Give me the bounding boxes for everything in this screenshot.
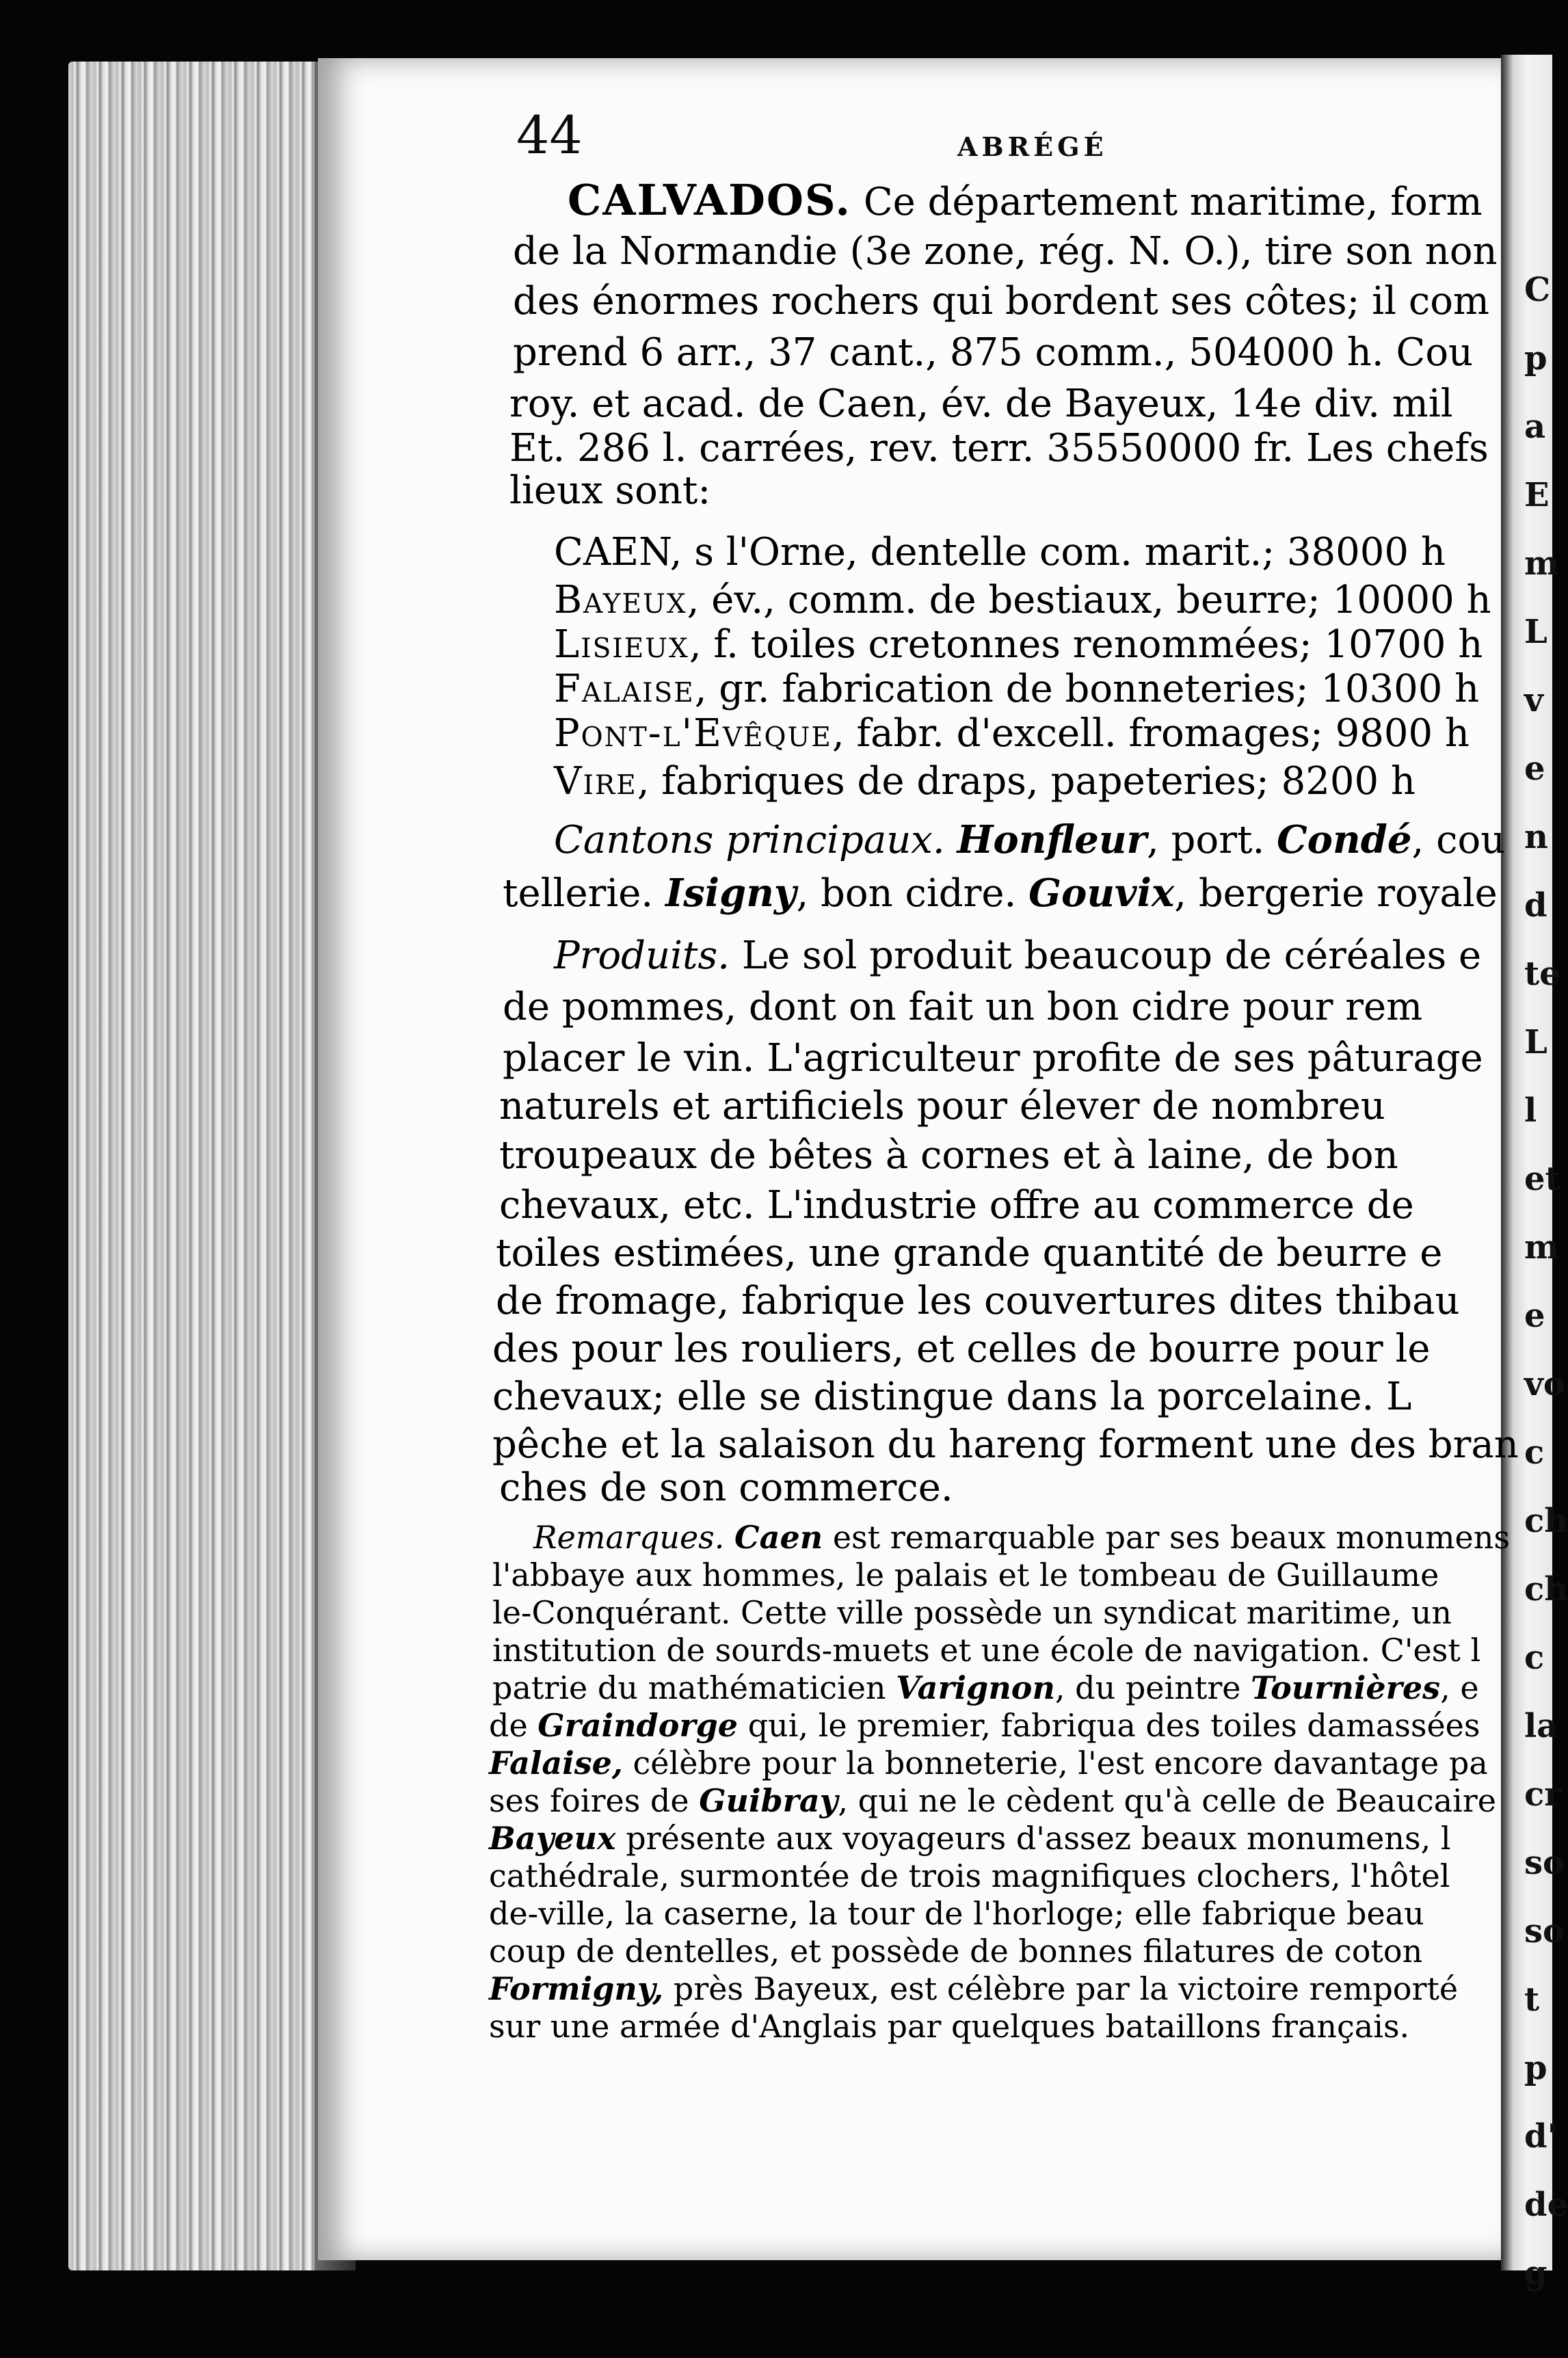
remarques-line bbox=[533, 1519, 1510, 1556]
remarques-line: cathédrale, surmontée de trois magnifiques clochers, l'hôtel bbox=[489, 1857, 1450, 1894]
facing-page-glyph: p bbox=[1524, 2049, 1547, 2087]
remarques-label: Remarques. bbox=[533, 1519, 725, 1556]
place-bayeux: Bayeux bbox=[489, 1820, 616, 1857]
intro-line-6: Et. 286 l. carrées, rev. terr. 35550000 fr. Les chefs bbox=[509, 426, 1489, 471]
town-details: , fabr. d'excell. fromages; 9800 h bbox=[832, 711, 1470, 756]
town-name: Pont-l'Evêque bbox=[554, 711, 832, 756]
intro-line-4: prend 6 arr., 37 cant., 875 comm., 504000 h. Cou bbox=[513, 330, 1474, 375]
remarques-line: de-ville, la caserne, la tour de l'horloge; elle fabrique beau bbox=[489, 1895, 1424, 1932]
town-details: , fabriques de draps, papeteries; 8200 h bbox=[637, 759, 1416, 804]
facing-page-glyph: g bbox=[1524, 2254, 1547, 2292]
facing-page-glyph: de bbox=[1524, 2186, 1568, 2224]
remarques-text: patrie du mathématicien bbox=[492, 1669, 886, 1706]
town-row bbox=[554, 711, 1470, 756]
remarques-line: le-Conquérant. Cette ville possède un syndicat maritime, un bbox=[492, 1594, 1452, 1631]
place-falaise: Falaise, bbox=[489, 1745, 623, 1781]
remarques-line: l'abbaye aux hommes, le palais et le tombeau de Guillaume bbox=[492, 1556, 1439, 1593]
intro-line-1 bbox=[568, 175, 1483, 225]
facing-page-glyph: L bbox=[1524, 1023, 1547, 1061]
place-description: , port. bbox=[1147, 818, 1265, 862]
place-gouvix: Gouvix bbox=[1028, 871, 1175, 916]
facing-page-glyph: c bbox=[1524, 1433, 1545, 1472]
remarques-text: , e bbox=[1440, 1669, 1479, 1706]
produits-line: chevaux; elle se distingue dans la porcelaine. L bbox=[492, 1375, 1412, 1419]
remarques-text: qui, le premier, fabriqua des toiles damassées bbox=[747, 1707, 1480, 1744]
facing-page-glyph: e bbox=[1524, 1297, 1545, 1335]
town-row bbox=[554, 759, 1416, 804]
place-isigny: Isigny bbox=[665, 871, 797, 916]
place-conde: Condé bbox=[1277, 817, 1412, 862]
produits-line: placer le vin. L'agriculteur profite de ses pâturage bbox=[503, 1036, 1483, 1081]
person-tournieres: Tournières bbox=[1251, 1669, 1441, 1706]
place-caen: Caen bbox=[734, 1519, 823, 1556]
produits-line: chevaux, etc. L'industrie offre au commerce de bbox=[499, 1183, 1414, 1228]
cantons-line-1 bbox=[554, 817, 1506, 862]
page-number: 44 bbox=[516, 105, 583, 165]
person-graindorge: Graindorge bbox=[537, 1707, 739, 1744]
facing-page-glyph: et bbox=[1524, 1160, 1560, 1198]
produits-line: troupeaux de bêtes à cornes et à laine, de bon bbox=[499, 1133, 1398, 1178]
facing-page-glyph: so bbox=[1524, 1912, 1565, 1950]
intro-line-5: roy. et acad. de Caen, év. de Bayeux, 14e div. mil bbox=[509, 382, 1453, 426]
remarques-text: près Bayeux, est célèbre par la victoire remporté bbox=[673, 1970, 1459, 2007]
remarques-line bbox=[489, 1820, 1451, 1857]
town-details: , f. toiles cretonnes renommées; 10700 h bbox=[689, 622, 1483, 667]
remarques-text: , du peintre bbox=[1054, 1669, 1241, 1706]
facing-page-glyph: E bbox=[1524, 476, 1550, 514]
facing-page-glyph: vo bbox=[1524, 1365, 1565, 1403]
remarques-line: institution de sourds-muets et une école de navigation. C'est l bbox=[492, 1632, 1481, 1669]
facing-page-glyph: ch bbox=[1524, 1570, 1568, 1608]
town-row bbox=[554, 622, 1483, 667]
facing-page-glyph: a bbox=[1524, 408, 1546, 446]
town-name: Lisieux bbox=[554, 622, 689, 667]
remarques-line bbox=[492, 1669, 1479, 1706]
facing-page-glyph: te bbox=[1524, 955, 1560, 993]
remarques-text: de bbox=[489, 1707, 528, 1744]
produits-line: des pour les rouliers, et celles de bourre pour le bbox=[492, 1327, 1431, 1371]
remarques-line bbox=[489, 1970, 1459, 2007]
facing-page-glyph: n bbox=[1524, 818, 1548, 856]
town-row bbox=[554, 578, 1491, 622]
intro-line-2: de la Normandie (3e zone, rég. N. O.), tire son non bbox=[513, 229, 1498, 274]
facing-page-glyph: d bbox=[1524, 886, 1547, 925]
remarques-text: est remarquable par ses beaux monumens bbox=[832, 1519, 1510, 1556]
remarques-line bbox=[489, 1747, 1488, 1779]
facing-page-glyph: l bbox=[1524, 1091, 1537, 1130]
produits-line: ches de son commerce. bbox=[499, 1466, 953, 1510]
facing-page-glyph: v bbox=[1524, 681, 1543, 719]
cantons-text: tellerie. bbox=[503, 871, 654, 916]
place-guibray: Guibray bbox=[699, 1782, 838, 1819]
remarques-text: présente aux voyageurs d'assez beaux monumens, l bbox=[626, 1820, 1451, 1857]
remarques-text: ses foires de bbox=[489, 1782, 689, 1819]
produits-text: Le sol produit beaucoup de céréales e bbox=[741, 933, 1482, 978]
produits-line bbox=[554, 933, 1482, 978]
facing-page-glyph: e bbox=[1524, 750, 1545, 788]
facing-page-glyph: so bbox=[1524, 1844, 1565, 1882]
facing-page-edge bbox=[1501, 55, 1568, 2292]
produits-line: de pommes, dont on fait un bon cidre pour rem bbox=[503, 985, 1423, 1029]
place-description: , bergerie royale bbox=[1174, 871, 1498, 916]
produits-line: toiles estimées, une grande quantité de beurre e bbox=[496, 1231, 1443, 1275]
facing-page-glyph: ch bbox=[1524, 1502, 1568, 1540]
intro-line-7: lieux sont: bbox=[509, 468, 711, 513]
facing-page-glyph: la bbox=[1524, 1707, 1558, 1745]
intro-line-3: des énormes rochers qui bordent ses côtes; il com bbox=[513, 279, 1490, 323]
remarques-text: , qui ne le cèdent qu'à celle de Beaucaire bbox=[838, 1782, 1496, 1819]
remarques-text: célèbre pour la bonneterie, l'est encore davantage pa bbox=[633, 1745, 1488, 1781]
facing-page-glyph: d' bbox=[1524, 2117, 1558, 2156]
facing-page-glyph: L bbox=[1524, 613, 1547, 651]
place-description: , cou bbox=[1411, 818, 1506, 862]
town-name: Vire bbox=[554, 759, 637, 804]
facing-page-glyph: p bbox=[1524, 339, 1547, 377]
department-title: CALVADOS. bbox=[568, 175, 852, 225]
intro-text: Ce département maritime, form bbox=[863, 180, 1483, 224]
town-name: Falaise bbox=[554, 667, 695, 711]
facing-page-glyph: cr bbox=[1524, 1775, 1562, 1814]
remarques-line: sur une armée d'Anglais par quelques bataillons français. bbox=[489, 2008, 1410, 2045]
town-row bbox=[554, 530, 1446, 574]
facing-page-glyph: m bbox=[1524, 544, 1559, 583]
produits-line: pêche et la salaison du hareng forment une des bran bbox=[492, 1422, 1519, 1467]
remarques-line bbox=[489, 1707, 1480, 1744]
facing-page-glyph: C bbox=[1524, 271, 1551, 309]
town-name: CAEN bbox=[554, 530, 670, 574]
town-details: , gr. fabrication de bonneteries; 10300 h bbox=[694, 667, 1480, 711]
place-honfleur: Honfleur bbox=[957, 817, 1147, 862]
facing-page-glyph: t bbox=[1524, 1981, 1540, 2019]
facing-page-glyph: m bbox=[1524, 1228, 1559, 1267]
town-details: , s l'Orne, dentelle com. marit.; 38000 h bbox=[669, 530, 1446, 574]
remarques-line: coup de dentelles, et possède de bonnes filatures de coton bbox=[489, 1933, 1423, 1970]
place-description: , bon cidre. bbox=[796, 871, 1017, 916]
produits-line: de fromage, fabrique les couvertures dites thibau bbox=[496, 1279, 1460, 1323]
produits-line: naturels et artificiels pour élever de nombreu bbox=[499, 1084, 1385, 1128]
person-varignon: Varignon bbox=[896, 1669, 1055, 1706]
running-head: ABRÉGÉ bbox=[957, 131, 1108, 162]
cantons-line-2 bbox=[503, 871, 1498, 916]
produits-label: Produits. bbox=[554, 933, 730, 978]
cantons-label: Cantons principaux. bbox=[554, 818, 945, 862]
place-formigny: Formigny, bbox=[489, 1970, 664, 2007]
town-name: Bayeux bbox=[554, 578, 687, 622]
town-row bbox=[554, 667, 1480, 711]
remarques-line bbox=[489, 1782, 1496, 1819]
town-details: , év., comm. de bestiaux, beurre; 10000 h bbox=[687, 578, 1491, 622]
book-page-edges bbox=[68, 62, 356, 2270]
facing-page-glyph: c bbox=[1524, 1639, 1545, 1677]
